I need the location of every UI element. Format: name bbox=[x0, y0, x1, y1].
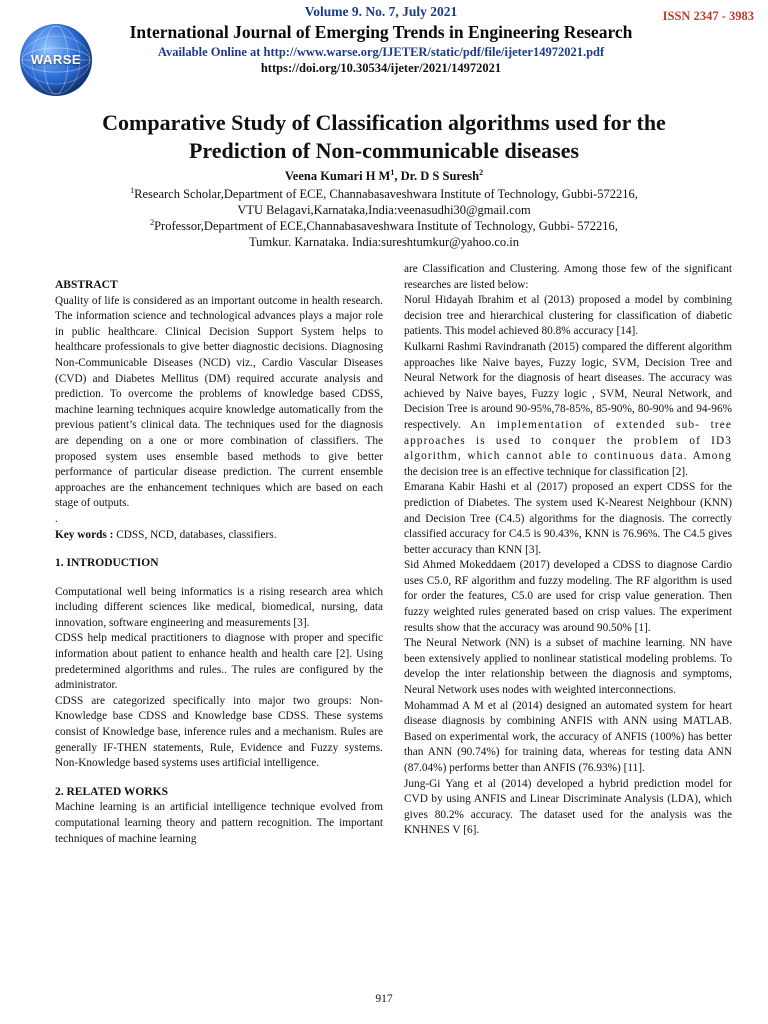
affil-2-sup: 2 bbox=[150, 217, 155, 227]
intro-paragraph-3: CDSS are categorized specifically into major two groups: Non-Knowledge base CDSS and Knowledge base CDSS. These systems consist of Knowledge base, inference rules and a mechanism. Rules are generally IF-THEN statements, Rule, Evidence and Fuzzy systems. Non-Knowledge based systems uses artificial intelligence. bbox=[55, 694, 383, 770]
author-1-sup: 1 bbox=[390, 167, 395, 177]
abstract-dot: . bbox=[55, 512, 58, 525]
volume-line: Volume 9. No. 7, July 2021 bbox=[304, 4, 458, 19]
author-2-sup: 2 bbox=[479, 167, 484, 177]
related-paragraph-5: Sid Ahmed Mokeddaem (2017) developed a CDSS to diagnose Cardio uses C5.0, RF algorithm and fuzzy modeling. The RF algorithm is used for order the features, C5.0 are used for crisp value generation. Then fuzzy weighted rules generated based on crisp values. The experiment results show that the accuracy was around 90.50% [1]. bbox=[404, 559, 732, 634]
intro-paragraph-2: CDSS help medical practitioners to diagnose with proper and specific information about patient to enhance health and health care [2]. Using predetermined algorithms and rules.. The rules are configured by the administrator. bbox=[55, 632, 383, 692]
related-paragraph-3-spaced: An implementation of extended sub- tree approaches is used to conquer the problem of ID3 algorithm, which cannot able to continuous data. Among bbox=[404, 418, 732, 463]
authors bbox=[40, 169, 728, 184]
affil-1-line-2: VTU Belagavi,Karnataka,India:veenasudhi30@gmail.com bbox=[237, 203, 531, 217]
affil-2-line-2: Tumkur. Karnataka. India:sureshtumkur@yahoo.co.in bbox=[248, 235, 520, 249]
issn-label: ISSN 2347 - 3983 bbox=[662, 9, 754, 23]
affiliations bbox=[40, 186, 728, 250]
related-paragraph-4: Emarana Kabir Hashi et al (2017) proposed an expert CDSS for the prediction of Diabetes. The system used K-Nearest Neighbour (KNN) and Decision Tree (C4.5) algorithms for the diagnosis. The correctly classified accuracy for C4.5 is 90.43%, KNN is 76.96%. The C4.5 gives better accuracy than KNN [3]. bbox=[404, 481, 732, 556]
logo-text: WARSE bbox=[30, 52, 82, 67]
author-2: Dr. D S Suresh bbox=[400, 169, 480, 183]
journal-header bbox=[96, 0, 666, 76]
related-paragraph-1: Machine learning is an artificial intelligence technique evolved from computational learning theory and pattern recognition. The important techniques of machine learning bbox=[55, 801, 383, 845]
related-paragraph-2: Norul Hidayah Ibrahim et al (2013) proposed a model by combining decision tree and hierarchical clustering for classification of diabetic patients. This model achieved 80.8% accuracy [14]. bbox=[404, 294, 732, 338]
author-separator: , bbox=[394, 169, 401, 183]
related-paragraph-3-end: the decision tree is an effective technique for classification [2]. bbox=[404, 465, 688, 478]
related-paragraph-6: The Neural Network (NN) is a subset of machine learning. NN have been extensively applied to nonlinear statistical modeling problems. To develop the inter relationship between the diagnosis and symptoms, Neural Network uses nodes with weighted interconnections. bbox=[404, 637, 732, 697]
intro-heading: 1. INTRODUCTION bbox=[55, 557, 159, 570]
keywords-text: CDSS, NCD, databases, classifiers. bbox=[116, 528, 277, 541]
affil-1-sup: 1 bbox=[130, 185, 135, 195]
related-paragraph-3-main: Kulkarni Rashmi Ravindranath (2015) compared the different algorithm approaches like Naive bayes, Fuzzy logic, SVM, Decision Tree and Neural Network for the diagnosis of heart diseases. The accuracy was achieved by Naive bayes, Fuzzy logic , SVM, Neural Network, and Decision Tree is around 90-95%,78-85%, 85-90%, 80-90% and 94-96% respectively. bbox=[404, 340, 732, 431]
title-line-2: Prediction of Non-communicable diseases bbox=[188, 138, 580, 163]
available-online-link[interactable]: Available Online at http://www.warse.org/IJETER/static/pdf/file/ijeter14972021.pdf bbox=[157, 45, 605, 59]
right-column bbox=[404, 262, 732, 839]
related-paragraph-7: Mohammad A M et al (2014) designed an automated system for heart disease diagnosis by combining ANFIS with ANN using MATLAB. Based on experimental work, the accuracy of ANFIS (100%) has better than ANN (90.74%) for training data, whereas for testing data ANN (87.04%) performs better than ANFIS (76.93%) [11]. bbox=[404, 699, 732, 774]
left-column bbox=[55, 278, 383, 847]
abstract-text: Quality of life is considered as an important outcome in health research. The information science and technological advances plays a major role in public healthcare. Clinical Decision Support System helps to healthcare professionals to give better diagnostic decisions. Diagnosing Non-Communicable Diseases (NCD) viz., Cardio Vascular Diseases (CVD) and Diabetes Mellitus (DM) required accurate analysis and prediction. To overcome the problems of knowledge based CDSS, machine learning techniques acquire knowledge automatically from the previous patient’s clinical data. The techniques used for the diagnosis are depending on a one or more combination of classifiers. The proposed system uses ensemble based methods to give better performance of particular disease prediction. The current ensemble approaches are the enhancement techniques which are based on each stage of outputs. bbox=[55, 294, 383, 510]
abstract-heading: ABSTRACT bbox=[55, 279, 118, 291]
keywords bbox=[55, 528, 383, 544]
intro-paragraph-1: Computational well being informatics is a rising research area which including different sciences like medical, biomedical, nursing, data innovation, software engineering and measurements [3]. bbox=[55, 585, 383, 629]
title-line-1: Comparative Study of Classification algorithms used for the bbox=[102, 110, 666, 135]
author-1: Veena Kumari H M bbox=[284, 169, 391, 183]
affil-1-line-1: Research Scholar,Department of ECE, Channabasaveshwara Institute of Technology, Gubbi-572216, bbox=[134, 187, 638, 201]
related-paragraph-8: Jung-Gi Yang et al (2014) developed a hybrid prediction model for CVD by using ANFIS and Linear Discriminate Analysis (LDA), which gives 80.2% accuracy. The dataset used for the analysis was the KNHNES V [6]. bbox=[404, 777, 732, 837]
affil-2-line-1: Professor,Department of ECE,Channabasaveshwara Institute of Technology, Gubbi- 572216, bbox=[154, 219, 618, 233]
related-paragraph-3 bbox=[404, 340, 732, 480]
doi-link[interactable]: https://doi.org/10.30534/ijeter/2021/14972021 bbox=[260, 61, 502, 75]
journal-name: International Journal of Emerging Trends in Engineering Research bbox=[129, 22, 633, 42]
paper-title bbox=[40, 109, 728, 165]
related-paragraph-continued: are Classification and Clustering. Among those few of the significant researches are listed below: bbox=[404, 263, 732, 291]
page-number: 917 bbox=[375, 993, 393, 1005]
related-works-heading: 2. RELATED WORKS bbox=[55, 785, 169, 798]
keywords-label: Key words : bbox=[55, 528, 117, 541]
